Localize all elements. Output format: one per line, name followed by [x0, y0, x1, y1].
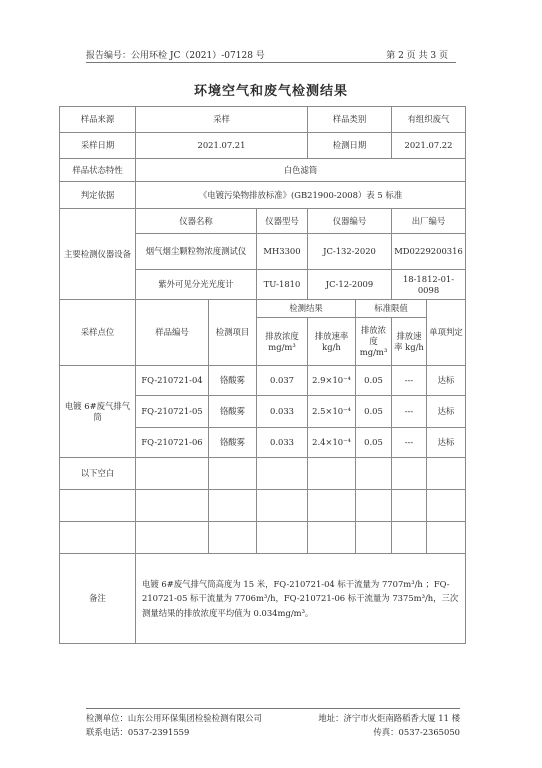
sampling-point: 电镀 6#废气排气筒 — [60, 366, 136, 458]
header-sampling-point: 采样点位 — [60, 300, 136, 366]
page-indicator: 第 2 页 共 3 页 — [386, 51, 448, 61]
equip-header-name: 仪器名称 — [136, 209, 257, 234]
type-label: 样品类别 — [308, 107, 392, 133]
limit-conc: 0.05 — [356, 366, 392, 396]
equip-header-serial: 出厂编号 — [392, 209, 466, 234]
emission-rate: 2.4×10⁻⁴ — [308, 428, 356, 458]
sample-id: FQ-210721-04 — [136, 366, 209, 396]
results-table — [59, 106, 466, 644]
emission-rate: 2.5×10⁻⁴ — [308, 396, 356, 428]
type-value: 有组织废气 — [392, 107, 466, 133]
contact-phone: 联系电话：0537-2391559 — [86, 727, 190, 737]
emission-conc: 0.033 — [257, 428, 308, 458]
page-title: 环境空气和废气检测结果 — [193, 84, 348, 99]
sample-id: FQ-210721-05 — [136, 396, 209, 428]
test-item: 铬酸雾 — [209, 396, 257, 428]
address: 地址：济宁市火炬南路稻香大厦 11 楼 — [318, 713, 460, 723]
sample-date-label: 采样日期 — [60, 133, 136, 159]
equip-row-serial: MD0229200316 — [392, 234, 466, 270]
test-date-value: 2021.07.22 — [392, 133, 466, 159]
emission-conc: 0.037 — [257, 366, 308, 396]
remarks-label: 备注 — [60, 554, 136, 644]
test-item: 铬酸雾 — [209, 366, 257, 396]
equip-row-id: JC-132-2020 — [308, 234, 392, 270]
header-judgement: 单项判定 — [427, 300, 466, 366]
judgement: 达标 — [427, 396, 466, 428]
limit-rate: --- — [392, 428, 427, 458]
remarks-text: 电镀 6#废气排气筒高度为 15 米，FQ-210721-04 标干流量为 7707m³/h ；FQ-210721-05 标干流量为 7706m³/h，FQ-210721-06 标干流量为 7375m³/h，三次测量结果的排放浓度平均值为 0.034mg/m³。 — [136, 554, 466, 644]
limit-rate: --- — [392, 396, 427, 428]
header-test-item: 检测项目 — [209, 300, 257, 366]
header-test-result: 检测结果 — [257, 300, 356, 318]
status-label: 样品状态特性 — [60, 159, 136, 182]
header-emission-conc: 排放浓度 mg/m³ — [257, 318, 308, 366]
basis-label: 判定依据 — [60, 182, 136, 209]
report-header — [86, 48, 456, 63]
sample-date-value: 2021.07.21 — [136, 133, 308, 159]
equip-header-id: 仪器编号 — [308, 209, 392, 234]
header-limit-rate: 排放速率 kg/h — [392, 318, 427, 366]
source-label: 样品来源 — [60, 107, 136, 133]
equip-row-name: 紫外可见分光光度计 — [136, 270, 257, 300]
blank-below-note: 以下空白 — [60, 458, 136, 490]
header-emission-rate: 排放速率 kg/h — [308, 318, 356, 366]
header-limit-conc: 排放浓度 mg/m³ — [356, 318, 392, 366]
test-item: 铬酸雾 — [209, 428, 257, 458]
limit-rate: --- — [392, 366, 427, 396]
emission-rate: 2.9×10⁻⁴ — [308, 366, 356, 396]
equip-row-serial: 18-1812-01-0098 — [392, 270, 466, 300]
limit-conc: 0.05 — [356, 428, 392, 458]
source-value: 采样 — [136, 107, 308, 133]
status-value: 白色滤筒 — [136, 159, 466, 182]
equip-row-model: TU-1810 — [257, 270, 308, 300]
header-standard-limit: 标准限值 — [356, 300, 427, 318]
equip-row-id: JC-12-2009 — [308, 270, 392, 300]
judgement: 达标 — [427, 366, 466, 396]
equip-header-model: 仪器型号 — [257, 209, 308, 234]
limit-conc: 0.05 — [356, 396, 392, 428]
sample-id: FQ-210721-06 — [136, 428, 209, 458]
test-date-label: 检测日期 — [308, 133, 392, 159]
basis-value: 《电镀污染物排放标准》(GB21900-2008）表 5 标准 — [136, 182, 466, 209]
equip-row-model: MH3300 — [257, 234, 308, 270]
report-number: 报告编号：公用环检 JC（2021）-07128 号 — [86, 51, 265, 61]
report-footer — [86, 708, 460, 740]
equip-row-name: 烟气烟尘颗粒物浓度测试仪 — [136, 234, 257, 270]
header-sample-id: 样品编号 — [136, 300, 209, 366]
test-unit: 检测单位：山东公用环保集团检验检测有限公司 — [86, 713, 262, 723]
emission-conc: 0.033 — [257, 396, 308, 428]
equipment-label: 主要检测仪器设备 — [60, 209, 136, 300]
fax: 传真：0537-2365050 — [373, 727, 460, 737]
judgement: 达标 — [427, 428, 466, 458]
